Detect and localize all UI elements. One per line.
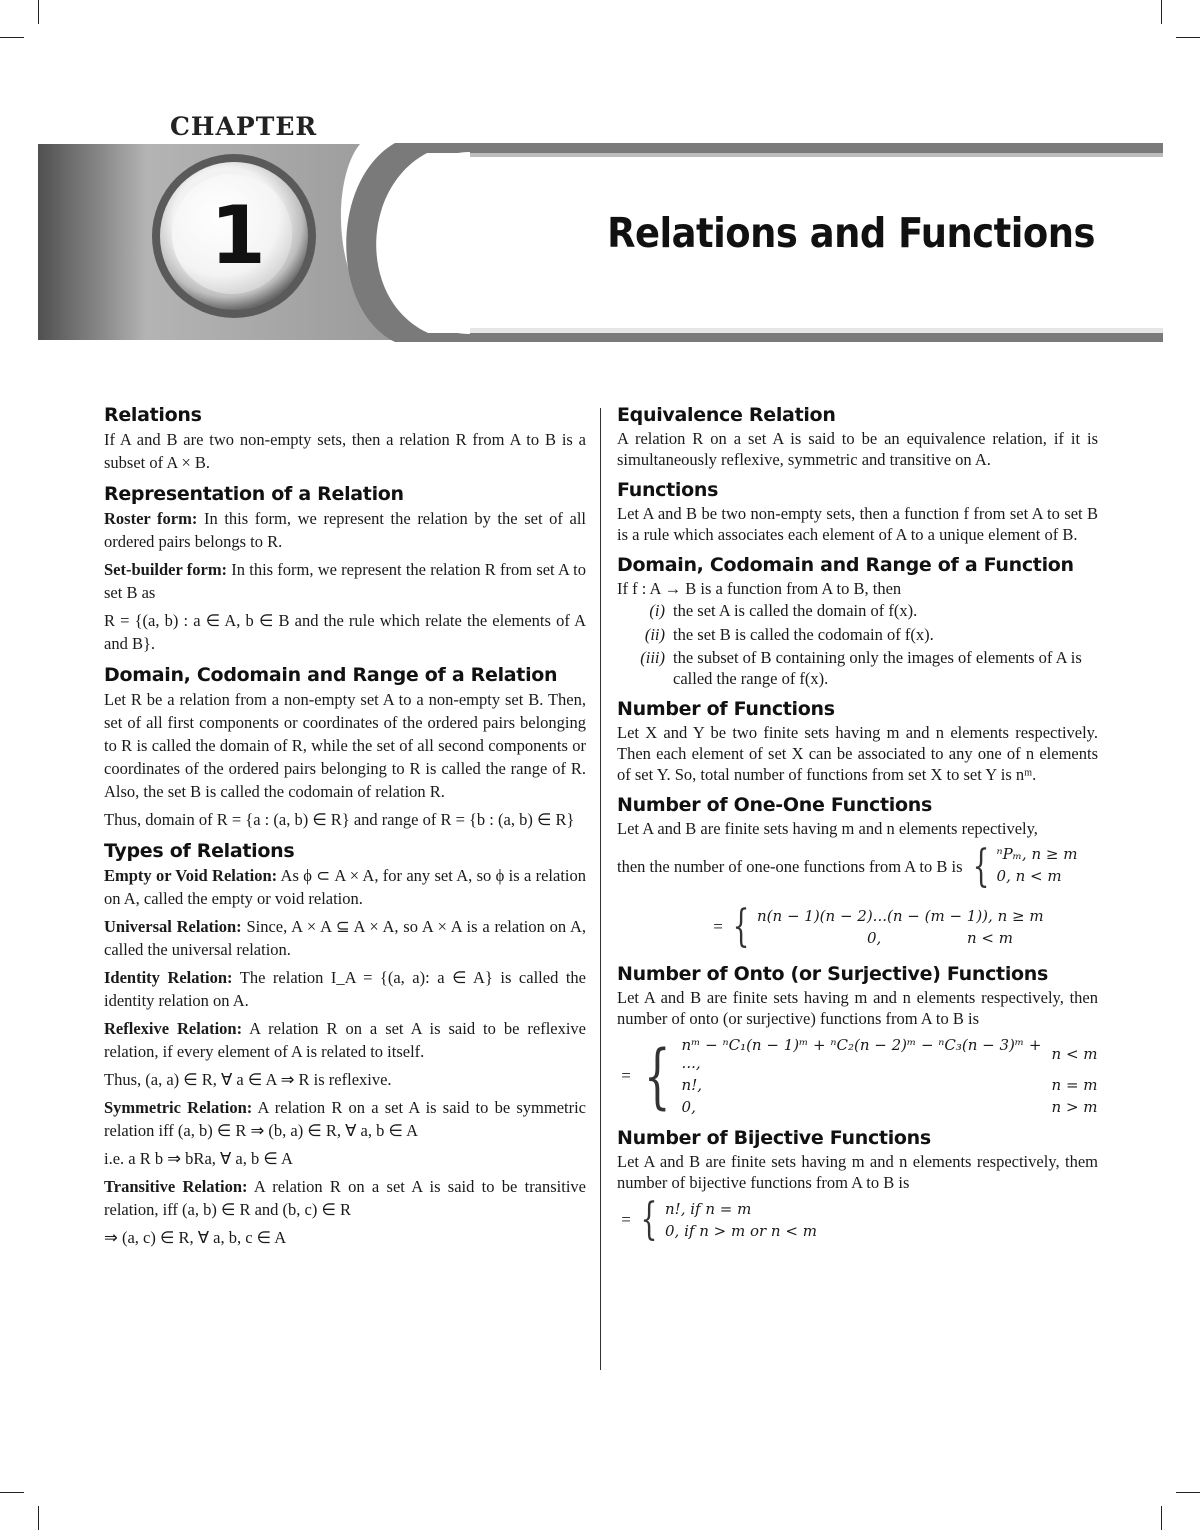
- one-one-text2: then the number of one-one functions from A to B is: [617, 857, 963, 876]
- heading-number-functions: Number of Functions: [617, 698, 835, 720]
- reflexive-text: A relation R on a set A is said to be reflexive relation, if every element of A is related to itself.: [104, 1019, 587, 1061]
- universal-text: Since, A × A ⊆ A × A, so A × A is a relation on A, called the universal relation.: [104, 917, 587, 959]
- one-one-cases: ⁿPₘ, n ≥ m 0, n < m: [996, 845, 1078, 885]
- banner-top-bar: [395, 143, 1163, 153]
- equivalence-text: A relation R on a set A is said to be an equivalence relation, if it is simultaneously reflexive, symmetric and transitive on A.: [617, 429, 1098, 469]
- section-one-one: [617, 794, 1098, 952]
- identity-relation: [104, 966, 586, 1012]
- universal-relation: [104, 915, 586, 961]
- one-one-expanded: = { n(n − 1)(n − 2)...(n − (m − 1)), n ≥ m 0, n < m: [713, 901, 1044, 952]
- heading-one-one: Number of One-One Functions: [617, 794, 932, 816]
- symmetric-text: A relation R on a set A is said to be symmetric relation iff (a, b) ∈ R ⇒ (b, a) ∈ R, ∀ a, b ∈ A: [104, 1098, 587, 1140]
- left-brace: {: [732, 901, 750, 952]
- section-equivalence: [617, 404, 1098, 470]
- section-dcr-function: [617, 554, 1098, 689]
- heading-types: Types of Relations: [104, 840, 295, 862]
- reflexive-thus: Thus, (a, a) ∈ R, ∀ a ∈ A ⇒ R is reflexive.: [104, 1070, 392, 1089]
- section-relations: [104, 404, 586, 474]
- heading-dcr-function: Domain, Codomain and Range of a Function: [617, 554, 1074, 576]
- reflexive-relation: [104, 1017, 586, 1063]
- universal-label: Universal Relation:: [104, 917, 242, 936]
- heading-relations: Relations: [104, 404, 202, 426]
- crop-mark: [1176, 1492, 1200, 1493]
- banner-bottom-bar: [395, 333, 1163, 342]
- identity-label: Identity Relation:: [104, 968, 233, 987]
- empty-text: As ϕ ⊂ A × A, for any set A, so ϕ is a relation on A, called the empty or void relation.: [104, 866, 587, 908]
- section-bijective: [617, 1127, 1098, 1245]
- heading-domain-relation: Domain, Codomain and Range of a Relation: [104, 664, 558, 686]
- heading-bijective: Number of Bijective Functions: [617, 1127, 931, 1149]
- section-functions: [617, 479, 1098, 545]
- banner-arc: [346, 143, 470, 342]
- list-item: (i) the set A is called the domain of f(x).: [649, 601, 918, 620]
- dcr-list: [617, 599, 1098, 689]
- crop-mark: [38, 0, 39, 24]
- symmetric-label: Symmetric Relation:: [104, 1098, 253, 1117]
- crop-mark: [1161, 1506, 1162, 1530]
- heading-representation: Representation of a Relation: [104, 483, 404, 505]
- left-brace: {: [640, 1194, 658, 1245]
- heading-equivalence: Equivalence Relation: [617, 404, 836, 426]
- roster-label: Roster form:: [104, 509, 198, 528]
- identity-text: The relation I_A = {(a, a): a ∈ A} is called the identity relation on A.: [104, 968, 587, 1010]
- setbuilder-label: Set-builder form:: [104, 560, 228, 579]
- left-brace: {: [972, 841, 989, 892]
- dcr-intro: If f : A → B is a function from A to B, then: [617, 579, 902, 598]
- transitive-relation: [104, 1175, 586, 1221]
- bijective-cases: n!, if n = m 0, if n > m or n < m: [665, 1200, 817, 1240]
- onto-formula: = { nᵐ − ⁿC₁(n − 1)ᵐ + ⁿC₂(n − 2)ᵐ − ⁿC₃(n − 3)ᵐ + ..., n < m n!, n = m 0, n > m: [621, 1035, 1098, 1117]
- section-domain-relation: [104, 664, 586, 831]
- one-one-formula: [617, 839, 1098, 895]
- domain-relation-thus: Thus, domain of R = {a : (a, b) ∈ R} and range of R = {b : (a, b) ∈ R}: [104, 810, 575, 829]
- crop-mark: [0, 37, 24, 38]
- transitive-text: A relation R on a set A is said to be transitive relation, iff (a, b) ∈ R and (b, c) ∈ R: [104, 1177, 587, 1219]
- empty-label: Empty or Void Relation:: [104, 866, 278, 885]
- chapter-title: Relations and Functions: [607, 209, 1095, 257]
- bijective-formula: = { n!, if n = m 0, if n > m or n < m: [621, 1194, 817, 1245]
- chapter-number: 1: [210, 189, 266, 282]
- setbuilder-paragraph: [104, 558, 586, 604]
- section-onto: [617, 963, 1098, 1118]
- domain-relation-text: Let R be a relation from a non-empty set A to a non-empty set B. Then, set of all first components or coordinates of the ordered pairs belonging to R is called the domain of R, while the set of all second components or coordinates of the ordered pairs belonging to R is called the range of R. Also, the set B is called the codomain of relation R.: [104, 690, 586, 801]
- section-representation: [104, 483, 586, 655]
- roster-paragraph: [104, 507, 586, 553]
- left-brace: {: [643, 1035, 671, 1117]
- crop-mark: [1161, 0, 1162, 24]
- roster-text: In this form, we represent the relation by the set of all ordered pairs belongs to R.: [104, 509, 587, 551]
- relations-text: If A and B are two non-empty sets, then a relation R from A to B is a subset of A × B.: [104, 430, 586, 472]
- number-functions-text: Let X and Y be two finite sets having m and n elements respectively. Then each element of set X can be associated to any one of n elements of set Y. So, total number of functions from set X to set Y is nᵐ.: [617, 723, 1098, 784]
- crop-mark: [1176, 37, 1200, 38]
- bijective-text: Let A and B are finite sets having m and n elements respectively, them number of bijective functions from A to B is: [617, 1152, 1098, 1192]
- empty-relation: [104, 864, 586, 910]
- onto-cases: nᵐ − ⁿC₁(n − 1)ᵐ + ⁿC₂(n − 2)ᵐ − ⁿC₃(n − 3)ᵐ + ..., n < m n!, n = m 0, n > m: [681, 1036, 1098, 1116]
- transitive-label: Transitive Relation:: [104, 1177, 248, 1196]
- right-column: [617, 404, 1098, 1251]
- symmetric-ie: i.e. a R b ⇒ bRa, ∀ a, b ∈ A: [104, 1149, 293, 1168]
- list-item: (ii) the set B is called the codomain of f(x).: [644, 625, 934, 644]
- section-types: [104, 840, 586, 1249]
- onto-text: Let A and B are finite sets having m and n elements respectively, then number of onto (or surjective) functions from A to B is: [617, 988, 1098, 1028]
- functions-text: Let A and B be two non-empty sets, then a function f from set A to set B is a rule which associates each element of A to a unique element of B.: [617, 504, 1098, 544]
- one-one-expanded-cases: n(n − 1)(n − 2)...(n − (m − 1)), n ≥ m 0, n < m: [757, 907, 1044, 947]
- crop-mark: [0, 1492, 24, 1493]
- symmetric-relation: [104, 1096, 586, 1142]
- transitive-implies: ⇒ (a, c) ∈ R, ∀ a, b, c ∈ A: [104, 1228, 287, 1247]
- heading-onto: Number of Onto (or Surjective) Functions: [617, 963, 1049, 985]
- left-column: [104, 404, 586, 1258]
- list-item: (iii) the subset of B containing only the images of elements of A is called the range of f(x).: [640, 648, 1082, 688]
- heading-functions: Functions: [617, 479, 719, 501]
- reflexive-label: Reflexive Relation:: [104, 1019, 243, 1038]
- chapter-label: CHAPTER: [170, 112, 318, 141]
- one-one-text1: Let A and B are finite sets having m and n elements repectively,: [617, 819, 1038, 838]
- setbuilder-formula: R = {(a, b) : a ∈ A, b ∈ B and the rule which relate the elements of A and B}.: [104, 611, 586, 653]
- section-number-functions: [617, 698, 1098, 785]
- column-divider: [600, 408, 601, 1370]
- setbuilder-text: In this form, we represent the relation R from set A to set B as: [104, 560, 586, 602]
- crop-mark: [38, 1506, 39, 1530]
